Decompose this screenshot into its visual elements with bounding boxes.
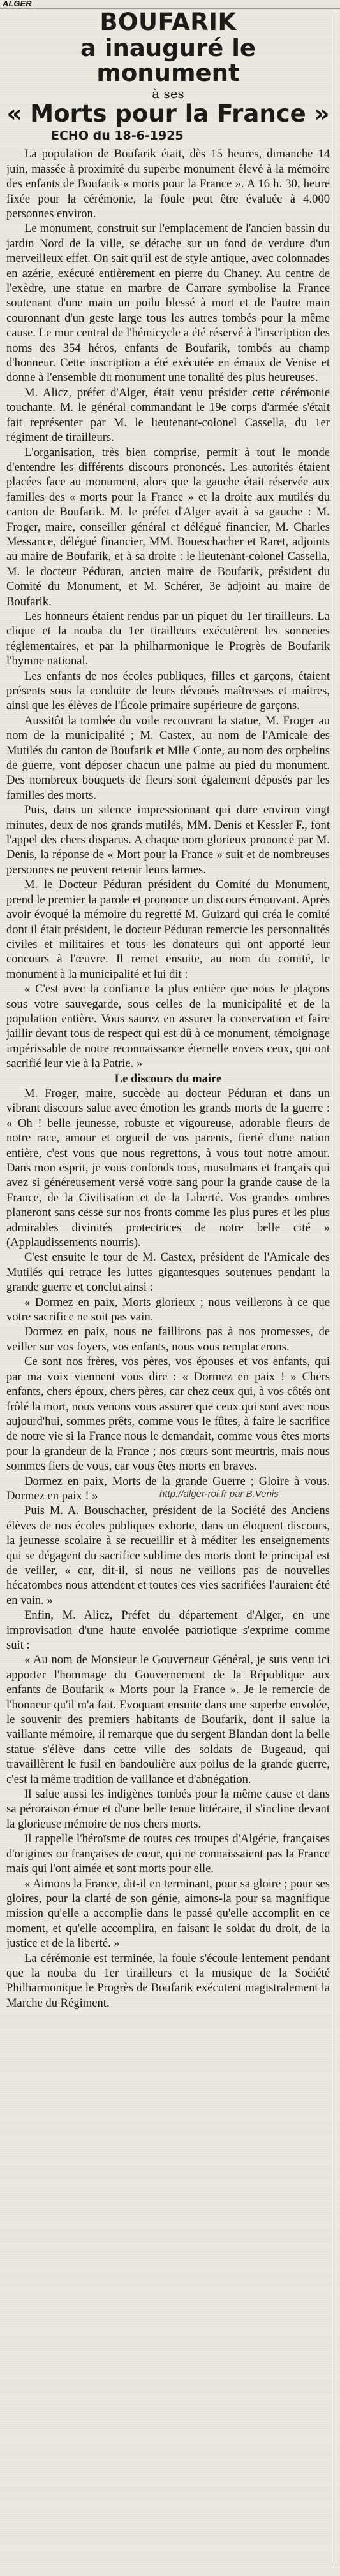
headline-line-2: a inauguré le monument [80,34,256,87]
headline-line-3: à ses [152,85,184,101]
paragraph: M. Froger, maire, succède au docteur Péduran et dans un vibrant discours salue avec émotion les grands morts de la guerre : « Oh ! belle jeunesse, robuste et vigoureuse, adorable fleurs de notre race, amour et orgueil de vos parents, fierté d'une nation entière, c'est vous que nous regrettons, à vous tout notre amour. Dans mon esprit, je vous confonds tous, musulmans et français qui avez si généreusement versé votre sang pour la grande cause de la France, de la Civilisation et de la Liberté. Vos grandes ombres planeront sans cesse sur nos fronts comme les plus pures et les plus admirables divinités protectrices de notre belle cité » (Applaudissements nourris). [6,1086,330,1250]
paragraph: Enfin, M. Alicz, Préfet du département d'Alger, en une improvisation d'une haute envolée patriotique s'exprime comme suit : [6,1608,330,1652]
paragraph: Dormez en paix, Morts de la grande Guerre ; Gloire à vous. Dormez en paix ! » [6,1474,330,1503]
headline-line-4: « Morts pour la France » [6,99,330,127]
paragraph: Puis M. A. Bouschacher, président de la Société des Anciens élèves de nos écoles publiques exhorte, dans un éloquent discours, la jeunesse scolaire à se recueillir et à méditer les enseignements qui se dégagent du sacrifice sublime des morts dont le principal est de veiller, « car, dit-il, si nous ne veillons pas de nouvelles hécatombes nous attendent et toutes ces vies sacrifiées l'auraient été en vain. » [6,1504,330,1607]
paragraph: « Au nom de Monsieur le Gouverneur Général, je suis venu ici apporter l'hommage du Gouvernement de la République aux enfants de Boufarik « Morts pour la France ». Je le remercie de l'honneur qu'il m'a fait. Evoquant ensuite dans une superbe envolée, le souvenir des premiers habitants de Boufarik, dont il salue la vaillante mémoire, il remarque que du sergent Blandan dont la belle statue s'élève dans cette ville des soldats de Bugeaud, qui travaillèrent le fusil en bandoulière aux poilus de la grande guerre, c'est la même tradition de vaillance et d'abnégation. [6,1653,330,1786]
paragraph: La population de Boufarik était, dès 15 heures, dimanche 14 juin, massée à proximité du superbe monument élevé à la mémoire des enfants de Boufarik « morts pour la France ». A 16 h. 30, heure fixée pour la cérémonie, la foule peut être évaluée à 4.000 personnes environ. [6,147,330,220]
section-heading: Le discours du maire [114,1071,222,1085]
headline-line-1: BOUFARIK [100,8,237,36]
paragraph: Ce sont nos frères, vos pères, vos épouses et vos enfants, qui par ma voix viennent vous dire : « Dormez en paix ! » Chers enfants, chers époux, chers pères, car chez ceux qui, à vos côtés ont frôlé la mort, nous venons vous assurer que ceux qui sont avec nous aujourd'hui, sommes prêts, comme vous le fûtes, à faire le sacrifice de notre vie si la France nous le demandait, comme vous êtes morts pour la grandeur de la France ; nos cœurs sont meurtris, mais nous sommes fiers de vous, car vous êtes morts en braves. [6,1355,330,1473]
paragraph: Il rappelle l'héroïsme de toutes ces troupes d'Algérie, françaises d'origines ou françaises de cœur, qui ne connaissaient pas la France mais qui l'ont aimée et sont morts pour elle. [6,1832,330,1876]
paragraph: « Dormez en paix, Morts glorieux ; nous veillerons à ce que votre sacrifice ne soit pas vain. [6,1295,330,1324]
dateline: ECHO du 18-6-1925 [51,129,184,143]
article-body [6,147,330,2010]
paragraph: « C'est avec la confiance la plus entière que nous le plaçons sous votre sauvegarde, sous celles de la municipalité et de la population entière. Vous saurez en assurer la conservation et faire jaillir devant tous de respect qui est dû à ce monument, témoignage impérissable de notre reconnaissance éternelle envers ceux, qui ont sacrifié leur vie à la Patrie. » [6,982,330,1071]
paragraph: La cérémonie est terminée, la foule s'écoule lentement pendant que la nouba du 1er tirailleurs et la musique de la Société Philharmonique le Progrès de Boufarik exécutent magistralement la Marche du Régiment. [6,1951,330,2010]
paragraph: C'est ensuite le tour de M. Castex, président de l'Amicale des Mutilés qui retrace les luttes gigantesques soutenues pendant la grande guerre et conclut ainsi : [6,1250,330,1294]
paragraph: Puis, dans un silence impressionnant qui dure environ vingt minutes, deux de nos grands mutilés, MM. Denis et Kessler F., font l'appel des chers disparus. A chaque nom glorieux prononcé par M. Denis, la réponse de « Mort pour la France » suit et de nombreuses personnes ne peuvent retenir leurs larmes. [6,803,330,877]
paragraph: Les enfants de nos écoles publiques, filles et garçons, étaient présents sous la conduite de leurs dévoués maîtresses et maîtres, ainsi que les élèves de l'École primaire supérieure de garçons. [6,669,330,713]
paragraph: Les honneurs étaient rendus par un piquet du 1er tirailleurs. La clique et la nouba du 1er tirailleurs exécutèrent les sonneries réglementaires, et par la philharmonique le Progrès de Boufarik l'hymne national. [6,609,330,668]
masthead-fragment: ALGER [3,0,32,8]
paragraph: Le monument, construit sur l'emplacement de l'ancien bassin du jardin Nord de la ville, se détache sur un fond de verdure d'un merveilleux effet. On sait qu'il est de style antique, avec colonnades en azérie, exécuté entièrement en pierre du Chaney. Au centre de l'exèdre, une statue en marbre de Carrare symbolise la France soutenant d'une main un poilu blessé à mort et de l'autre main couronnant d'un geste large tous les autres tombés pour la même cause. Le mur central de l'hémicycle a été réservé à l'inscription des noms des 354 héros, enfants de Boufarik, tombés au champ d'honneur. Cette inscription a été exécutée en émaux de Venise et donne à l'ensemble du monument une tonalité des plus heureuses. [6,222,330,385]
paragraph: « Aimons la France, dit-il en terminant, pour sa gloire ; pour ses gloires, pour la clarté de son génie, aimons-la pour sa magnifique mission qu'elle a accomplie dans le passé qu'elle accomplit en ce moment, et qu'elle accomplira, en faisant le soldat du droit, de la justice et de la liberté. » [6,1877,330,1950]
paragraph: M. le Docteur Péduran président du Comité du Monument, prend le premier la parole et prononce un discours émouvant. Après avoir évoqué la mémoire du regretté M. Guizard qui créa le comité dont il était président, le docteur Péduran remercie les personnalités civiles et militaires et tous les donateurs qui ont apporté leur concours à l'œuvre. Il remet ensuite, au nom du comité, le monument à la municipalité et lui dit : [6,878,330,981]
masthead-strip [0,0,340,9]
paragraph: Dormez en paix, nous ne faillirons pas à nos promesses, de veiller sur vos foyers, vos enfants, nous vous remplacerons. [6,1325,330,1354]
paragraph: L'organisation, très bien comprise, permit à tout le monde d'entendre les différents discours prononcés. Les autorités étaient placées face au monument, alors que la gauche était réservée aux familles des « morts pour la France » et la droite aux mutilés du canton de Boufarik. M. le préfet d'Alger avait à sa gauche : M. Froger, maire, conseiller général et délégué financier, M. Charles Messance, délégué financier, MM. Boueschacher et Raret, adjoints au maire de Boufarik, et à sa droite : le lieutenant-colonel Cassella, M. le docteur Péduran, ancien maire de Boufarik, président du Comité du Monument, et M. Schérer, 3e adjoint au maire de Boufarik. [6,445,330,608]
paragraph: Il salue aussi les indigènes tombés pour la même cause et dans sa péroraison émue et d'une belle tenue littéraire, il s'incline devant la glorieuse mémoire de nos chers morts. [6,1787,330,1831]
watermark-text: http://alger-roi.fr par B.Venis [159,1489,279,1499]
paragraph: Aussitôt la tombée du voile recouvrant la statue, M. Froger au nom de la municipalité ; M. Castex, au nom de l'Amicale des Mutilés du canton de Boufarik et Mlle Conte, au nom des orphelins de guerre, vont déposer chacun une palme au pied du monument. Des nombreux bouquets de fleurs sont également déposés par les familles des morts. [6,713,330,802]
paragraph: M. Alicz, préfet d'Alger, était venu présider cette cérémonie touchante. M. le général commandant le 19e corps d'armée s'était fait représenter par M. le lieutenant-colonel Cassella, du 1er régiment de tirailleurs. [6,385,330,445]
